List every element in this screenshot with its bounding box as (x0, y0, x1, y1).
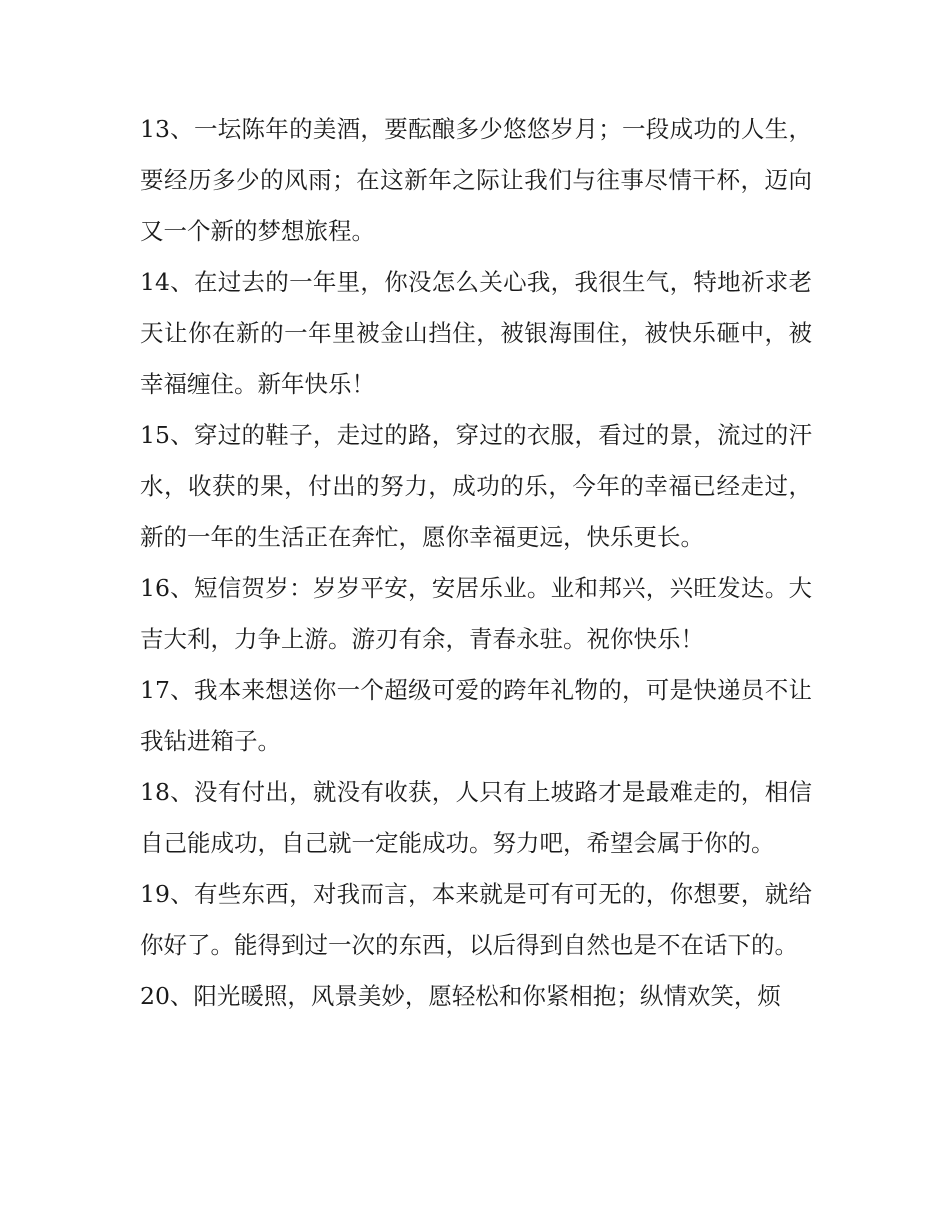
paragraph-17: 17、我本来想送你一个超级可爱的跨年礼物的，可是快递员不让我钻进箱子。 (140, 676, 812, 755)
paragraph-19: 19、有些东西，对我而言，本来就是可有可无的，你想要，就给你好了。能得到过一次的东西，以后得到自然也是不在话下的。 (140, 880, 812, 959)
paragraph-20: 20、阳光暖照，风景美妙，愿轻松和你紧相抱；纵情欢笑，烦 (140, 982, 781, 1010)
paragraph-15: 15、穿过的鞋子，走过的路，穿过的衣服，看过的景，流过的汗水，收获的果，付出的努力，成功的乐，今年的幸福已经走过，新的一年的生活正在奔忙，愿你幸福更远，快乐更长。 (140, 421, 812, 551)
document-body (140, 104, 812, 1022)
paragraph-13: 13、一坛陈年的美酒，要酝酿多少悠悠岁月；一段成功的人生，要经历多少的风雨；在这新年之际让我们与往事尽情干杯，迈向又一个新的梦想旅程。 (140, 115, 812, 245)
paragraph-14: 14、在过去的一年里，你没怎么关心我，我很生气，特地祈求老天让你在新的一年里被金山挡住，被银海围住，被快乐砸中，被幸福缠住。新年快乐！ (140, 268, 812, 398)
paragraph-16: 16、短信贺岁：岁岁平安，安居乐业。业和邦兴，兴旺发达。大吉大利，力争上游。游刃有余，青春永驻。祝你快乐！ (140, 574, 812, 653)
paragraph-18: 18、没有付出，就没有收获，人只有上坡路才是最难走的，相信自己能成功，自己就一定能成功。努力吧，希望会属于你的。 (140, 778, 812, 857)
